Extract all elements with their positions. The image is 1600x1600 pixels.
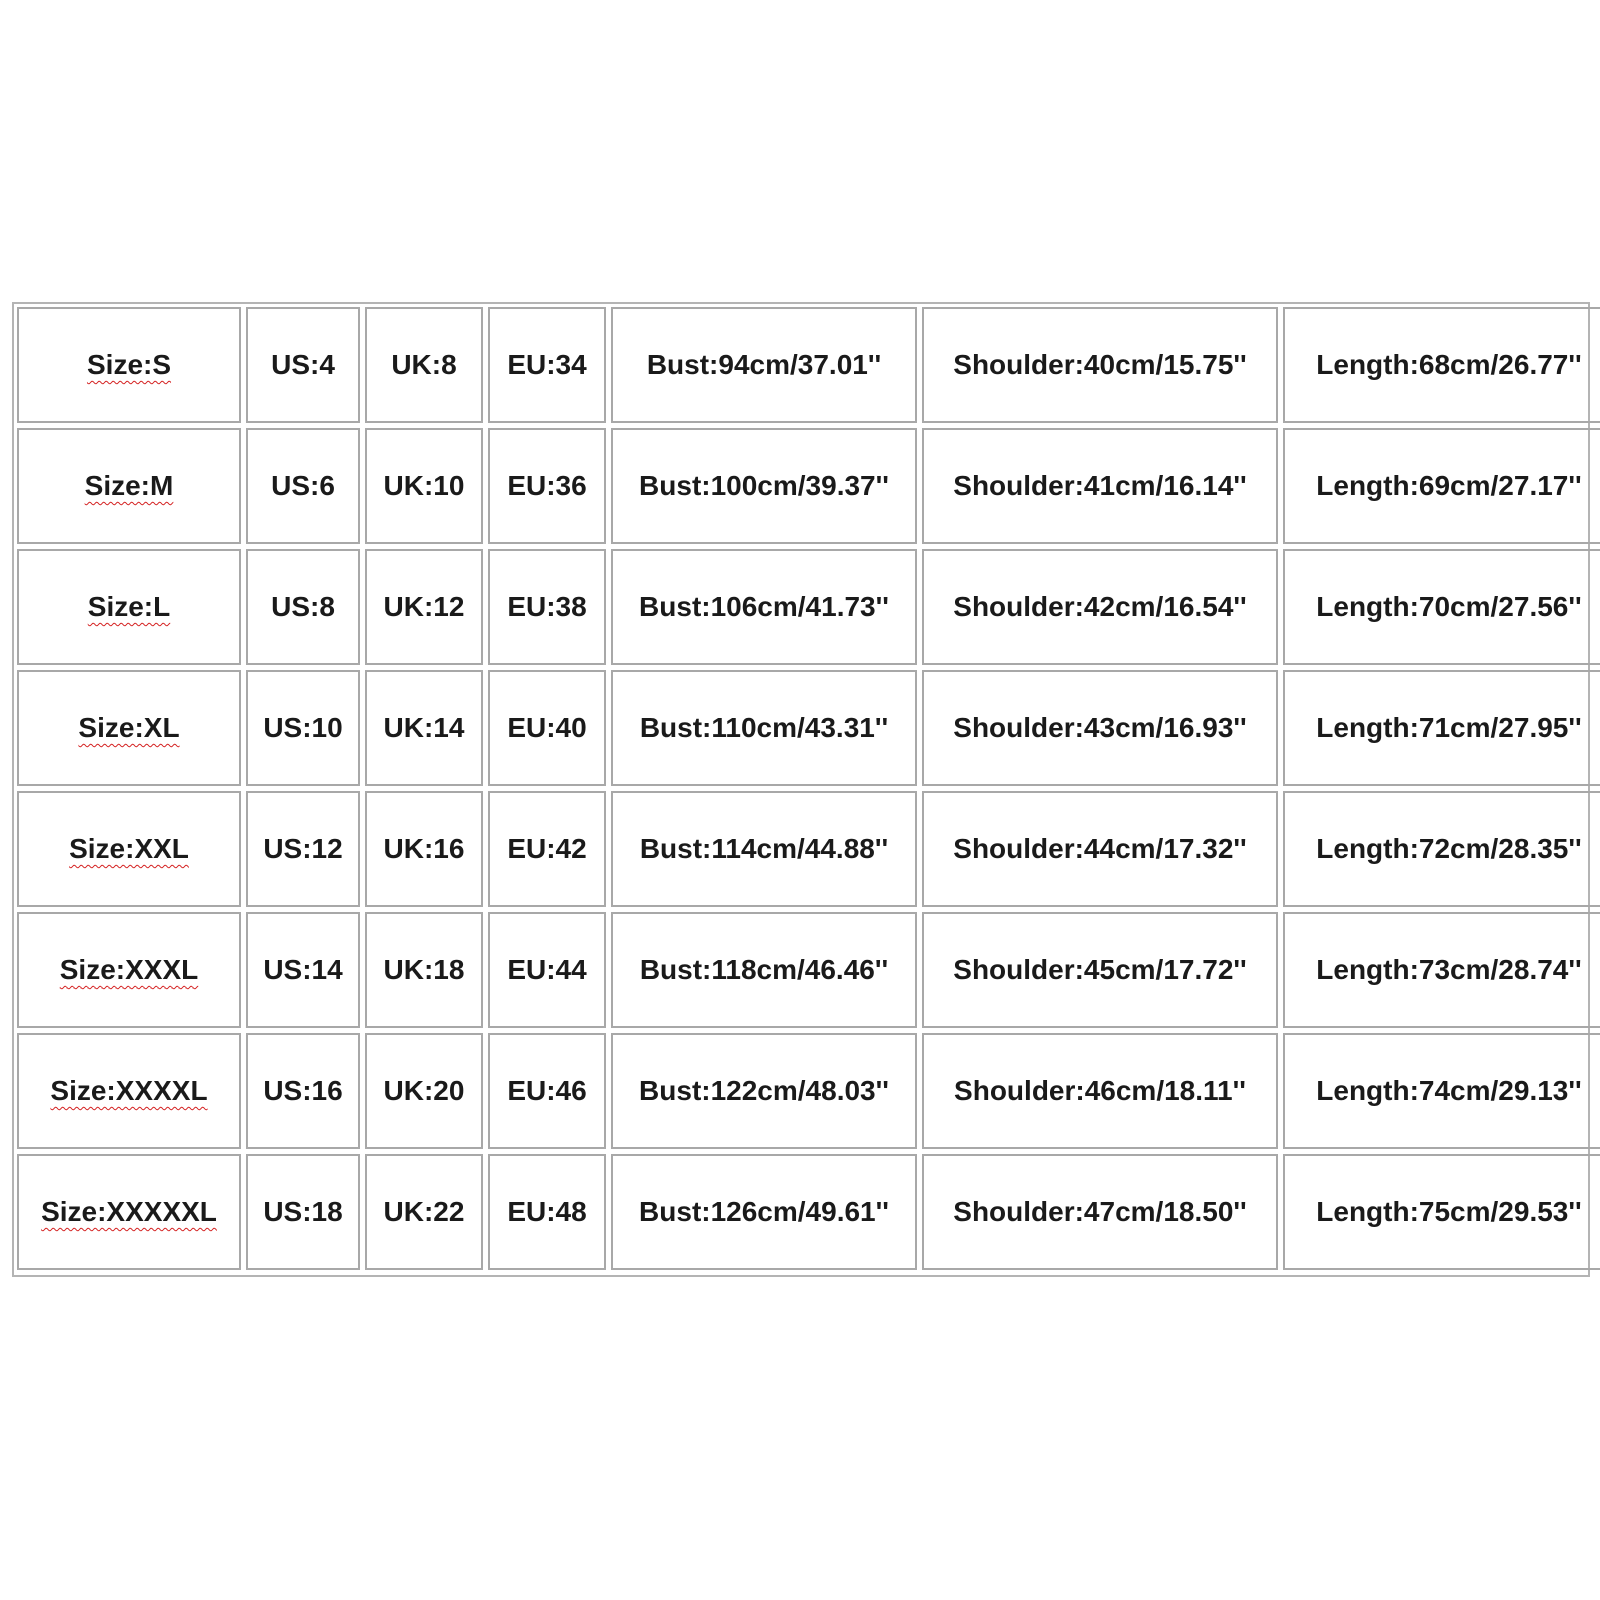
size-chart-table xyxy=(12,302,1600,1275)
cell-text: Shoulder:41cm/16.14'' xyxy=(953,470,1247,501)
size-cell xyxy=(17,1154,241,1270)
us-size-cell xyxy=(246,670,360,786)
table-row xyxy=(17,1033,1600,1149)
cell-text: Length:69cm/27.17'' xyxy=(1316,470,1582,501)
cell-text: Shoulder:47cm/18.50'' xyxy=(953,1196,1247,1227)
uk-size-cell xyxy=(365,1033,483,1149)
bust-cell xyxy=(611,791,917,907)
uk-size-cell xyxy=(365,428,483,544)
size-cell xyxy=(17,912,241,1028)
size-cell xyxy=(17,791,241,907)
bust-cell xyxy=(611,307,917,423)
us-size-cell xyxy=(246,791,360,907)
cell-text: Shoulder:43cm/16.93'' xyxy=(953,712,1247,743)
cell-text: EU:48 xyxy=(507,1196,587,1227)
bust-cell xyxy=(611,1154,917,1270)
uk-size-cell xyxy=(365,307,483,423)
cell-text: EU:42 xyxy=(507,833,587,864)
shoulder-cell xyxy=(922,1033,1278,1149)
cell-text: EU:46 xyxy=(507,1075,587,1106)
cell-text: EU:36 xyxy=(507,470,587,501)
shoulder-cell xyxy=(922,1154,1278,1270)
shoulder-cell xyxy=(922,670,1278,786)
us-size-cell xyxy=(246,307,360,423)
us-size-cell xyxy=(246,1033,360,1149)
cell-text: US:12 xyxy=(263,833,343,864)
cell-text: Bust:126cm/49.61'' xyxy=(639,1196,889,1227)
size-label: Size:XXXL xyxy=(59,954,199,985)
cell-text: Length:73cm/28.74'' xyxy=(1316,954,1582,985)
uk-size-cell xyxy=(365,912,483,1028)
us-size-cell xyxy=(246,549,360,665)
cell-text: Bust:114cm/44.88'' xyxy=(639,833,889,864)
length-cell xyxy=(1283,670,1600,786)
uk-size-cell xyxy=(365,1154,483,1270)
shoulder-cell xyxy=(922,549,1278,665)
cell-text: US:8 xyxy=(271,591,335,622)
cell-text: EU:38 xyxy=(507,591,587,622)
size-label: Size:XL xyxy=(78,712,180,743)
cell-text: Shoulder:42cm/16.54'' xyxy=(953,591,1247,622)
cell-text: Length:70cm/27.56'' xyxy=(1316,591,1582,622)
length-cell xyxy=(1283,1033,1600,1149)
shoulder-cell xyxy=(922,912,1278,1028)
table-row xyxy=(17,912,1600,1028)
cell-text: Shoulder:46cm/18.11'' xyxy=(954,1075,1246,1106)
cell-text: Length:72cm/28.35'' xyxy=(1316,833,1582,864)
cell-text: EU:40 xyxy=(507,712,587,743)
size-label: Size:XXL xyxy=(69,833,189,864)
shoulder-cell xyxy=(922,428,1278,544)
bust-cell xyxy=(611,670,917,786)
cell-text: US:14 xyxy=(263,954,343,985)
cell-text: US:16 xyxy=(263,1075,343,1106)
bust-cell xyxy=(611,1033,917,1149)
table-row xyxy=(17,549,1600,665)
us-size-cell xyxy=(246,912,360,1028)
eu-size-cell xyxy=(488,1033,606,1149)
cell-text: EU:34 xyxy=(507,349,587,380)
uk-size-cell xyxy=(365,791,483,907)
size-cell xyxy=(17,1033,241,1149)
eu-size-cell xyxy=(488,670,606,786)
uk-size-cell xyxy=(365,549,483,665)
us-size-cell xyxy=(246,428,360,544)
cell-text: Length:74cm/29.13'' xyxy=(1316,1075,1582,1106)
size-label: Size:S xyxy=(86,349,172,380)
size-cell xyxy=(17,428,241,544)
cell-text: UK:10 xyxy=(383,470,465,501)
length-cell xyxy=(1283,912,1600,1028)
table-row xyxy=(17,1154,1600,1270)
shoulder-cell xyxy=(922,791,1278,907)
size-label: Size:L xyxy=(87,591,171,622)
length-cell xyxy=(1283,428,1600,544)
cell-text: Length:71cm/27.95'' xyxy=(1316,712,1582,743)
eu-size-cell xyxy=(488,549,606,665)
cell-text: Bust:100cm/39.37'' xyxy=(639,470,889,501)
size-chart-frame xyxy=(12,302,1590,1277)
cell-text: UK:20 xyxy=(383,1075,465,1106)
size-label: Size:XXXXL xyxy=(50,1075,208,1106)
length-cell xyxy=(1283,1154,1600,1270)
cell-text: US:4 xyxy=(271,349,335,380)
eu-size-cell xyxy=(488,1154,606,1270)
cell-text: UK:22 xyxy=(383,1196,465,1227)
eu-size-cell xyxy=(488,791,606,907)
size-chart-body xyxy=(17,307,1600,1270)
cell-text: EU:44 xyxy=(507,954,587,985)
cell-text: UK:16 xyxy=(383,833,465,864)
cell-text: Shoulder:40cm/15.75'' xyxy=(953,349,1247,380)
length-cell xyxy=(1283,549,1600,665)
shoulder-cell xyxy=(922,307,1278,423)
cell-text: Shoulder:45cm/17.72'' xyxy=(953,954,1247,985)
cell-text: US:10 xyxy=(263,712,343,743)
cell-text: UK:12 xyxy=(383,591,465,622)
table-row xyxy=(17,428,1600,544)
cell-text: Length:75cm/29.53'' xyxy=(1316,1196,1582,1227)
eu-size-cell xyxy=(488,912,606,1028)
cell-text: Bust:122cm/48.03'' xyxy=(639,1075,889,1106)
cell-text: US:18 xyxy=(263,1196,343,1227)
eu-size-cell xyxy=(488,307,606,423)
size-label: Size:M xyxy=(84,470,174,501)
cell-text: UK:18 xyxy=(383,954,465,985)
cell-text: Bust:110cm/43.31'' xyxy=(639,712,889,743)
bust-cell xyxy=(611,912,917,1028)
cell-text: Length:68cm/26.77'' xyxy=(1316,349,1582,380)
table-row xyxy=(17,791,1600,907)
size-label: Size:XXXXXL xyxy=(41,1196,217,1227)
cell-text: UK:14 xyxy=(383,712,465,743)
cell-text: Bust:94cm/37.01'' xyxy=(646,349,882,380)
us-size-cell xyxy=(246,1154,360,1270)
cell-text: UK:8 xyxy=(391,349,457,380)
table-row xyxy=(17,307,1600,423)
size-cell xyxy=(17,670,241,786)
length-cell xyxy=(1283,307,1600,423)
size-cell xyxy=(17,549,241,665)
eu-size-cell xyxy=(488,428,606,544)
table-row xyxy=(17,670,1600,786)
length-cell xyxy=(1283,791,1600,907)
cell-text: Shoulder:44cm/17.32'' xyxy=(953,833,1247,864)
cell-text: Bust:118cm/46.46'' xyxy=(639,954,889,985)
bust-cell xyxy=(611,428,917,544)
uk-size-cell xyxy=(365,670,483,786)
cell-text: Bust:106cm/41.73'' xyxy=(639,591,889,622)
bust-cell xyxy=(611,549,917,665)
size-cell xyxy=(17,307,241,423)
cell-text: US:6 xyxy=(271,470,335,501)
